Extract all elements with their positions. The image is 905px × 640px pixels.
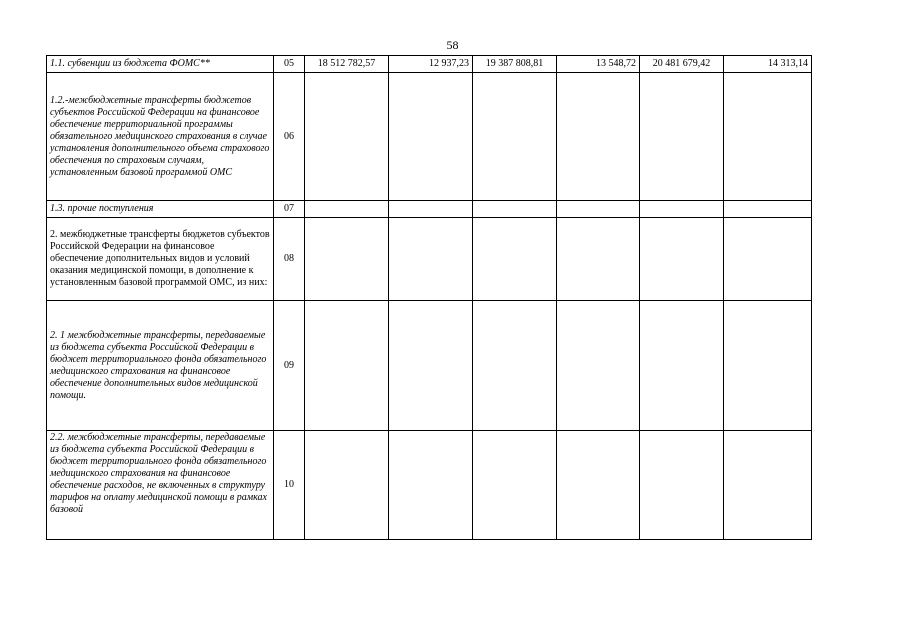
table-row	[47, 218, 812, 301]
value-cell: 20 481 679,42	[640, 56, 724, 73]
row-code: 10	[274, 431, 305, 540]
value-cell	[389, 431, 473, 540]
value-cell	[389, 301, 473, 431]
value-cell	[640, 201, 724, 218]
value-cell	[724, 218, 812, 301]
value-cell	[640, 431, 724, 540]
value-cell	[557, 218, 640, 301]
value-cell	[305, 201, 389, 218]
table-row	[47, 201, 812, 218]
row-code: 07	[274, 201, 305, 218]
value-cell	[473, 301, 557, 431]
value-cell	[557, 431, 640, 540]
row-name: 1.2.-межбюджетные трансферты бюджетов субъектов Российской Федерации на финансовое обеспечение территориальной программы обязательного медицинского страхования в случае установления дополнительного объема страхового обеспечения по страховым случаям, установленным базовой программой ОМС	[47, 73, 274, 201]
value-cell	[724, 431, 812, 540]
value-cell	[724, 301, 812, 431]
value-cell: 19 387 808,81	[473, 56, 557, 73]
value-cell	[473, 431, 557, 540]
value-cell	[724, 201, 812, 218]
value-cell	[305, 301, 389, 431]
value-cell	[389, 201, 473, 218]
value-cell: 13 548,72	[557, 56, 640, 73]
value-cell	[640, 301, 724, 431]
row-code: 05	[274, 56, 305, 73]
value-cell	[389, 73, 473, 201]
value-cell	[473, 73, 557, 201]
value-cell	[305, 73, 389, 201]
value-cell	[557, 201, 640, 218]
value-cell	[389, 218, 473, 301]
value-cell	[724, 73, 812, 201]
table-row	[47, 73, 812, 201]
value-cell	[640, 218, 724, 301]
value-cell	[557, 301, 640, 431]
row-code: 08	[274, 218, 305, 301]
row-name: 2.2. межбюджетные трансферты, передаваемые из бюджета субъекта Российской Федерации в бюджет территориального фонда обязательного медицинского страхования на финансовое обеспечение расходов, не включенных в структуру тарифов на оплату медицинской помощи в рамках базовой	[47, 431, 274, 540]
value-cell: 18 512 782,57	[305, 56, 389, 73]
row-code: 06	[274, 73, 305, 201]
value-cell	[640, 73, 724, 201]
value-cell	[305, 218, 389, 301]
report-table	[46, 55, 812, 540]
row-name: 2. 1 межбюджетные трансферты, передаваемые из бюджета субъекта Российской Федерации в бюджет территориального фонда обязательного медицинского страхования на финансовое обеспечение дополнительных видов медицинской помощи.	[47, 301, 274, 431]
value-cell	[557, 73, 640, 201]
table-row	[47, 431, 812, 540]
row-name: 1.3. прочие поступления	[47, 201, 274, 218]
row-name: 1.1. субвенции из бюджета ФОМС**	[47, 56, 274, 73]
value-cell: 14 313,14	[724, 56, 812, 73]
row-name: 2. межбюджетные трансферты бюджетов субъектов Российской Федерации на финансовое обеспечение дополнительных видов и условий оказания медицинской помощи, в дополнение к установленным базовой программой ОМС, из них:	[47, 218, 274, 301]
page-number: 58	[446, 38, 459, 52]
value-cell: 12 937,23	[389, 56, 473, 73]
value-cell	[305, 431, 389, 540]
value-cell	[473, 201, 557, 218]
table-row	[47, 56, 812, 73]
row-code: 09	[274, 301, 305, 431]
table-row	[47, 301, 812, 431]
value-cell	[473, 218, 557, 301]
